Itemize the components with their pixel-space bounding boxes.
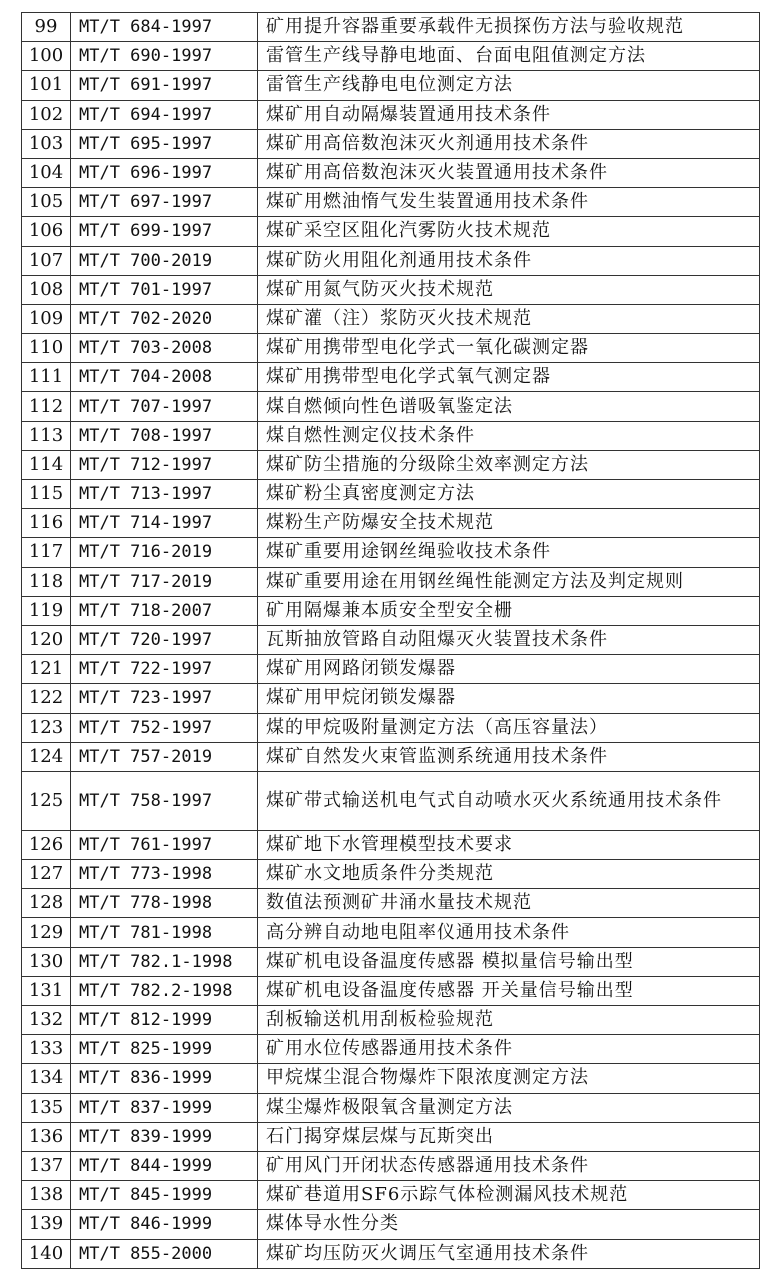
standard-name-cell: 煤矿用携带型电化学式氧气测定器	[258, 363, 760, 392]
standard-code-cell: MT/T 717-2019	[71, 567, 258, 596]
standard-name-cell: 煤自燃倾向性色谱吸氧鉴定法	[258, 392, 760, 421]
row-number-cell: 101	[22, 71, 71, 100]
table-row	[22, 42, 760, 71]
table-row	[22, 392, 760, 421]
table-row	[22, 1122, 760, 1151]
table-row	[22, 1151, 760, 1180]
table-row	[22, 1181, 760, 1210]
standard-code-cell: MT/T 761-1997	[71, 830, 258, 859]
standard-code-cell: MT/T 712-1997	[71, 450, 258, 479]
row-number-cell: 137	[22, 1151, 71, 1180]
standard-name-cell: 煤矿用燃油惰气发生装置通用技术条件	[258, 188, 760, 217]
standard-code-cell: MT/T 757-2019	[71, 742, 258, 771]
standard-name-cell: 煤自燃性测定仪技术条件	[258, 421, 760, 450]
row-number-cell: 114	[22, 450, 71, 479]
table-row	[22, 480, 760, 509]
row-number-cell: 125	[22, 771, 71, 830]
standard-name-cell: 煤矿用携带型电化学式一氧化碳测定器	[258, 334, 760, 363]
row-number-cell: 128	[22, 889, 71, 918]
standard-name-cell: 瓦斯抽放管路自动阻爆灭火装置技术条件	[258, 625, 760, 654]
standard-code-cell: MT/T 825-1999	[71, 1035, 258, 1064]
table-row	[22, 947, 760, 976]
row-number-cell: 106	[22, 217, 71, 246]
standard-code-cell: MT/T 781-1998	[71, 918, 258, 947]
table-row	[22, 1064, 760, 1093]
standard-name-cell: 矿用风门开闭状态传感器通用技术条件	[258, 1151, 760, 1180]
table-row	[22, 625, 760, 654]
standard-code-cell: MT/T 836-1999	[71, 1064, 258, 1093]
standard-code-cell: MT/T 839-1999	[71, 1122, 258, 1151]
table-row	[22, 655, 760, 684]
standard-code-cell: MT/T 845-1999	[71, 1181, 258, 1210]
standard-name-cell: 煤矿重要用途钢丝绳验收技术条件	[258, 538, 760, 567]
standard-name-cell: 数值法预测矿井涌水量技术规范	[258, 889, 760, 918]
row-number-cell: 122	[22, 684, 71, 713]
standard-code-cell: MT/T 752-1997	[71, 713, 258, 742]
standard-name-cell: 高分辨自动地电阻率仪通用技术条件	[258, 918, 760, 947]
standard-code-cell: MT/T 701-1997	[71, 275, 258, 304]
row-number-cell: 138	[22, 1181, 71, 1210]
table-row	[22, 742, 760, 771]
standard-code-cell: MT/T 702-2020	[71, 304, 258, 333]
standard-name-cell: 煤矿用网路闭锁发爆器	[258, 655, 760, 684]
standard-code-cell: MT/T 694-1997	[71, 100, 258, 129]
table-row	[22, 1006, 760, 1035]
row-number-cell: 100	[22, 42, 71, 71]
row-number-cell: 129	[22, 918, 71, 947]
table-row	[22, 596, 760, 625]
table-row	[22, 713, 760, 742]
table-row	[22, 889, 760, 918]
standard-code-cell: MT/T 714-1997	[71, 509, 258, 538]
row-number-cell: 123	[22, 713, 71, 742]
table-row	[22, 129, 760, 158]
row-number-cell: 102	[22, 100, 71, 129]
table-row	[22, 830, 760, 859]
standard-code-cell: MT/T 699-1997	[71, 217, 258, 246]
standard-name-cell: 煤矿巷道用SF6示踪气体检测漏风技术规范	[258, 1181, 760, 1210]
standard-name-cell: 煤矿防尘措施的分级除尘效率测定方法	[258, 450, 760, 479]
row-number-cell: 132	[22, 1006, 71, 1035]
row-number-cell: 117	[22, 538, 71, 567]
row-number-cell: 111	[22, 363, 71, 392]
table-row	[22, 684, 760, 713]
standard-name-cell: 煤矿用甲烷闭锁发爆器	[258, 684, 760, 713]
row-number-cell: 108	[22, 275, 71, 304]
table-row	[22, 217, 760, 246]
table-row	[22, 1239, 760, 1268]
standard-name-cell: 煤矿地下水管理模型技术要求	[258, 830, 760, 859]
standard-name-cell: 雷管生产线静电电位测定方法	[258, 71, 760, 100]
standard-code-cell: MT/T 720-1997	[71, 625, 258, 654]
standard-name-cell: 煤矿灌（注）浆防灭火技术规范	[258, 304, 760, 333]
standard-code-cell: MT/T 855-2000	[71, 1239, 258, 1268]
row-number-cell: 121	[22, 655, 71, 684]
standard-code-cell: MT/T 837-1999	[71, 1093, 258, 1122]
table-row	[22, 275, 760, 304]
standard-code-cell: MT/T 723-1997	[71, 684, 258, 713]
table-row	[22, 188, 760, 217]
standard-name-cell: 煤矿带式输送机电气式自动喷水灭火系统通用技术条件	[258, 771, 760, 830]
row-number-cell: 104	[22, 158, 71, 187]
standard-name-cell: 煤矿用氮气防灭火技术规范	[258, 275, 760, 304]
standard-name-cell: 煤矿用高倍数泡沫灭火剂通用技术条件	[258, 129, 760, 158]
table-row	[22, 100, 760, 129]
row-number-cell: 112	[22, 392, 71, 421]
table-row	[22, 1093, 760, 1122]
row-number-cell: 115	[22, 480, 71, 509]
standard-code-cell: MT/T 782.2-1998	[71, 976, 258, 1005]
standards-table	[21, 12, 760, 1269]
row-number-cell: 105	[22, 188, 71, 217]
table-row	[22, 450, 760, 479]
standard-name-cell: 煤矿重要用途在用钢丝绳性能测定方法及判定规则	[258, 567, 760, 596]
row-number-cell: 110	[22, 334, 71, 363]
standard-name-cell: 煤矿防火用阻化剂通用技术条件	[258, 246, 760, 275]
row-number-cell: 126	[22, 830, 71, 859]
table-row	[22, 567, 760, 596]
table-row	[22, 918, 760, 947]
row-number-cell: 109	[22, 304, 71, 333]
table-row	[22, 246, 760, 275]
standard-code-cell: MT/T 713-1997	[71, 480, 258, 509]
standard-name-cell: 石门揭穿煤层煤与瓦斯突出	[258, 1122, 760, 1151]
standard-code-cell: MT/T 773-1998	[71, 860, 258, 889]
table-row	[22, 976, 760, 1005]
standard-name-cell: 矿用水位传感器通用技术条件	[258, 1035, 760, 1064]
table-row	[22, 860, 760, 889]
standard-code-cell: MT/T 697-1997	[71, 188, 258, 217]
standard-code-cell: MT/T 707-1997	[71, 392, 258, 421]
standard-name-cell: 煤矿用自动隔爆装置通用技术条件	[258, 100, 760, 129]
table-row	[22, 304, 760, 333]
row-number-cell: 139	[22, 1210, 71, 1239]
standard-name-cell: 煤矿用高倍数泡沫灭火装置通用技术条件	[258, 158, 760, 187]
row-number-cell: 134	[22, 1064, 71, 1093]
standard-name-cell: 刮板输送机用刮板检验规范	[258, 1006, 760, 1035]
table-row	[22, 1035, 760, 1064]
row-number-cell: 131	[22, 976, 71, 1005]
standard-code-cell: MT/T 716-2019	[71, 538, 258, 567]
table-row	[22, 158, 760, 187]
standard-name-cell: 煤的甲烷吸附量测定方法（高压容量法）	[258, 713, 760, 742]
standard-code-cell: MT/T 758-1997	[71, 771, 258, 830]
standard-name-cell: 矿用提升容器重要承载件无损探伤方法与验收规范	[258, 13, 760, 42]
row-number-cell: 116	[22, 509, 71, 538]
standard-name-cell: 煤矿均压防灭火调压气室通用技术条件	[258, 1239, 760, 1268]
row-number-cell: 99	[22, 13, 71, 42]
table-row	[22, 509, 760, 538]
row-number-cell: 120	[22, 625, 71, 654]
standard-name-cell: 矿用隔爆兼本质安全型安全栅	[258, 596, 760, 625]
row-number-cell: 113	[22, 421, 71, 450]
standard-code-cell: MT/T 695-1997	[71, 129, 258, 158]
table-row	[22, 363, 760, 392]
standard-name-cell: 煤矿机电设备温度传感器 模拟量信号输出型	[258, 947, 760, 976]
standard-name-cell: 煤粉生产防爆安全技术规范	[258, 509, 760, 538]
standard-code-cell: MT/T 691-1997	[71, 71, 258, 100]
row-number-cell: 130	[22, 947, 71, 976]
standard-name-cell: 煤矿粉尘真密度测定方法	[258, 480, 760, 509]
standard-code-cell: MT/T 704-2008	[71, 363, 258, 392]
standard-code-cell: MT/T 812-1999	[71, 1006, 258, 1035]
standard-name-cell: 煤矿自然发火束管监测系统通用技术条件	[258, 742, 760, 771]
standard-code-cell: MT/T 696-1997	[71, 158, 258, 187]
standard-name-cell: 煤体导水性分类	[258, 1210, 760, 1239]
row-number-cell: 133	[22, 1035, 71, 1064]
table-row	[22, 421, 760, 450]
table-row	[22, 771, 760, 830]
table-row	[22, 1210, 760, 1239]
standard-name-cell: 甲烷煤尘混合物爆炸下限浓度测定方法	[258, 1064, 760, 1093]
row-number-cell: 118	[22, 567, 71, 596]
row-number-cell: 136	[22, 1122, 71, 1151]
row-number-cell: 124	[22, 742, 71, 771]
row-number-cell: 135	[22, 1093, 71, 1122]
standard-code-cell: MT/T 722-1997	[71, 655, 258, 684]
row-number-cell: 107	[22, 246, 71, 275]
standard-code-cell: MT/T 718-2007	[71, 596, 258, 625]
standard-code-cell: MT/T 846-1999	[71, 1210, 258, 1239]
table-row	[22, 538, 760, 567]
table-row	[22, 71, 760, 100]
table-row	[22, 334, 760, 363]
standard-code-cell: MT/T 703-2008	[71, 334, 258, 363]
standard-name-cell: 煤矿水文地质条件分类规范	[258, 860, 760, 889]
row-number-cell: 140	[22, 1239, 71, 1268]
standard-code-cell: MT/T 684-1997	[71, 13, 258, 42]
standard-code-cell: MT/T 844-1999	[71, 1151, 258, 1180]
row-number-cell: 127	[22, 860, 71, 889]
standard-name-cell: 煤尘爆炸极限氧含量测定方法	[258, 1093, 760, 1122]
table-row	[22, 13, 760, 42]
standards-table-body	[22, 13, 760, 1269]
row-number-cell: 119	[22, 596, 71, 625]
standard-name-cell: 煤矿采空区阻化汽雾防火技术规范	[258, 217, 760, 246]
row-number-cell: 103	[22, 129, 71, 158]
standard-code-cell: MT/T 778-1998	[71, 889, 258, 918]
standard-code-cell: MT/T 690-1997	[71, 42, 258, 71]
standard-name-cell: 雷管生产线导静电地面、台面电阻值测定方法	[258, 42, 760, 71]
standard-code-cell: MT/T 708-1997	[71, 421, 258, 450]
standard-code-cell: MT/T 782.1-1998	[71, 947, 258, 976]
standard-name-cell: 煤矿机电设备温度传感器 开关量信号输出型	[258, 976, 760, 1005]
standard-code-cell: MT/T 700-2019	[71, 246, 258, 275]
